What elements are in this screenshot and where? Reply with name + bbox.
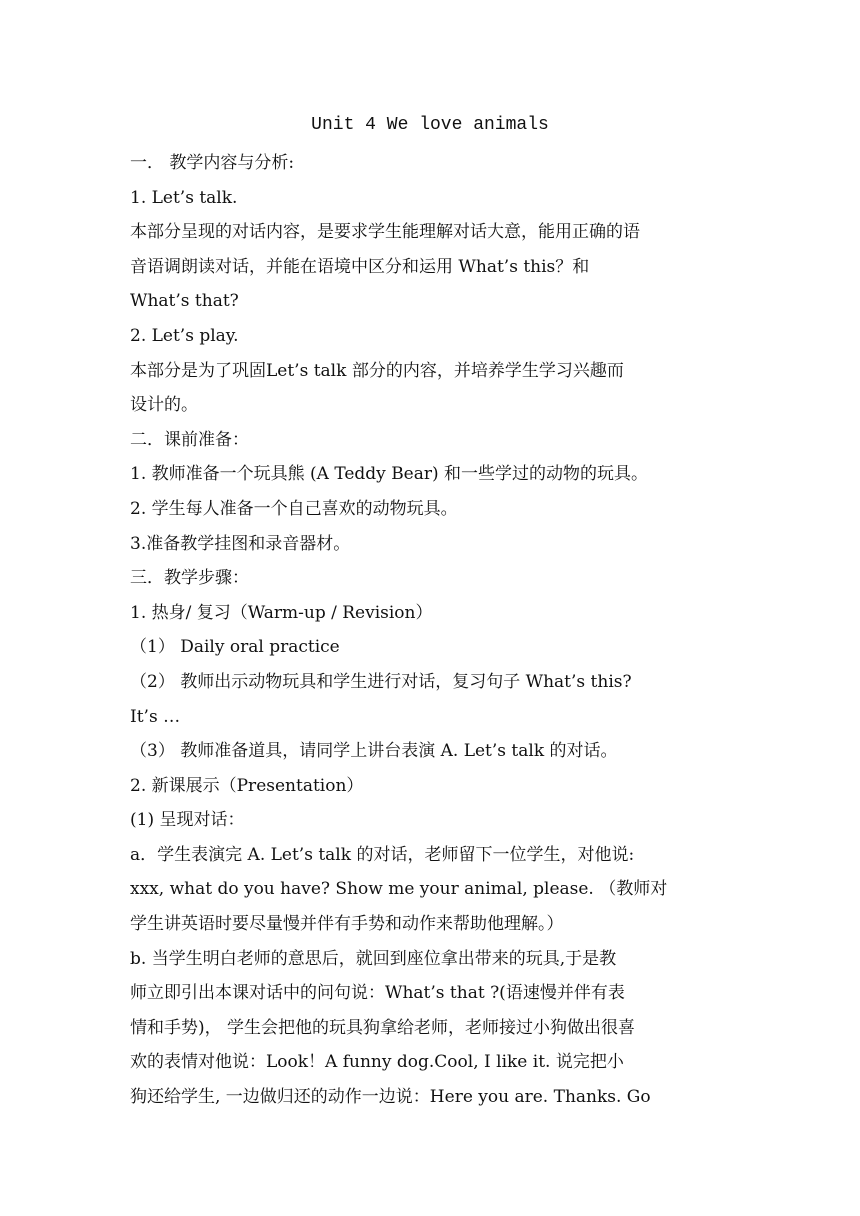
document-line: It’s … [130, 706, 181, 727]
document-line: 本部分呈现的对话内容，是要求学生能理解对话大意，能用正确的语 [130, 222, 640, 243]
document-line: 1. Let’s talk. [130, 187, 238, 208]
document-line: 2. 学生每人准备一个自己喜欢的动物玩具。 [130, 498, 458, 519]
document-line: 情和手势)， 学生会把他的玩具狗拿给老师，老师接过小狗做出很喜 [130, 1017, 636, 1038]
document-line: What’s that? [130, 291, 239, 312]
document-line: 1. 热身/ 复习（Warm-up / Revision） [130, 602, 433, 623]
document-body [130, 146, 734, 1115]
document-line: 师立即引出本课对话中的问句说：What’s that ?(语速慢并伴有表 [130, 983, 625, 1004]
document-line: b. 当学生明白老师的意思后，就回到座位拿出带来的玩具,于是教 [130, 948, 617, 969]
document-line: 狗还给学生, 一边做归还的动作一边说：Here you are. Thanks. Go [130, 1087, 651, 1108]
document-line: 2. 新课展示（Presentation） [130, 775, 364, 796]
document-line: （1） Daily oral practice [130, 637, 340, 658]
document-line: 设计的。 [130, 395, 198, 416]
document-line: （2） 教师出示动物玩具和学生进行对话，复习句子 What’s this? [130, 671, 632, 692]
document-line: （3） 教师准备道具，请同学上讲台表演 A. Let’s talk 的对话。 [130, 741, 618, 762]
document-line: 1. 教师准备一个玩具熊 (A Teddy Bear) 和一些学过的动物的玩具。 [130, 464, 649, 485]
document-line: 欢的表情对他说：Look！A funny dog.Cool, I like it. 说完把小 [130, 1052, 624, 1073]
document-line: 2. Let’s play. [130, 325, 239, 346]
document-line: (1) 呈现对话： [130, 810, 245, 831]
document-line: 学生讲英语时要尽量慢并伴有手势和动作来帮助他理解。） [130, 914, 564, 935]
document-line: 本部分是为了巩固Let’s talk 部分的内容，并培养学生学习兴趣而 [130, 360, 624, 381]
document-line: 一． 教学内容与分析: [130, 153, 295, 173]
document-line: a．学生表演完 A. Let’s talk 的对话，老师留下一位学生，对他说: [130, 844, 635, 865]
document-line: xxx, what do you have? Show me your animal, please. （教师对 [130, 879, 668, 900]
document-line: 3.准备教学挂图和录音器材。 [130, 533, 351, 554]
document-line: 音语调朗读对话，并能在语境中区分和运用 What’s this？和 [130, 256, 590, 277]
document-title: Unit 4 We love animals [311, 115, 549, 135]
document-line: 二．课前准备： [130, 429, 249, 450]
document-line: 三．教学步骤： [130, 568, 249, 589]
